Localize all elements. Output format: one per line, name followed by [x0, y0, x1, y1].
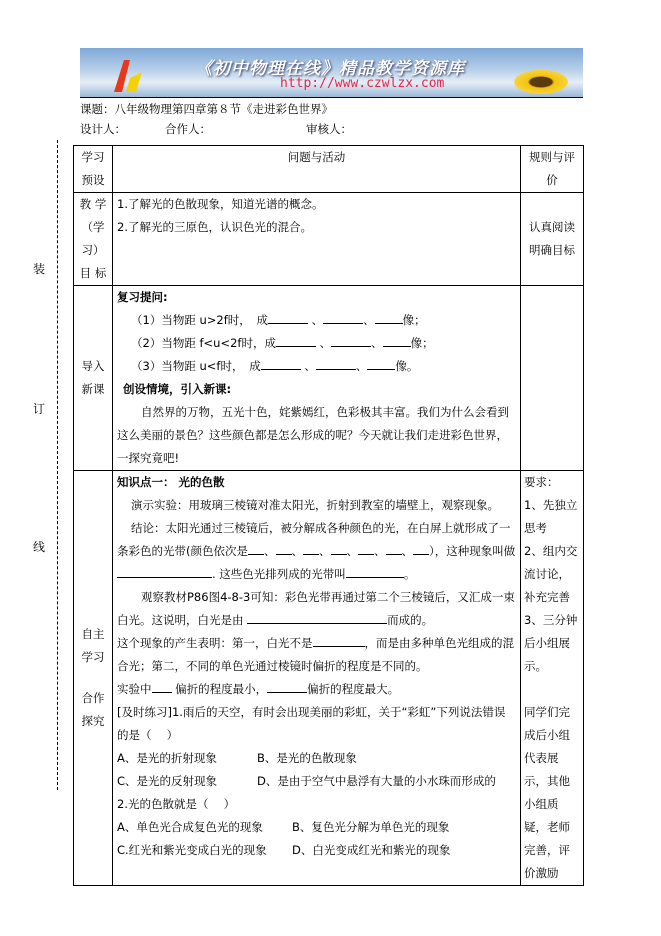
- banner-title: 《初中物理在线》精品教学资源库: [195, 59, 465, 79]
- requirement: 3、三分钟后小组展示。: [524, 613, 578, 673]
- review-q2: （2）当物距 f<u<2f时，成 、 、 像；: [131, 336, 434, 350]
- intro-label: 导入新课: [74, 286, 113, 471]
- lesson-table: [73, 145, 584, 886]
- intro-rule: [521, 286, 584, 471]
- option: B、是光的色散现象: [257, 751, 357, 765]
- exercise-1: [及时练习]1.雨后的天空，有时会出现美丽的彩虹，关于“彩虹”下列说法错误的是（ ）: [117, 705, 506, 742]
- objectives-row: [74, 193, 584, 286]
- review-title: 复习提问:: [117, 290, 168, 304]
- intro-row: [74, 286, 584, 471]
- conclusion-text: 结论：太阳光通过三棱镜后，被分解成各种颜色的光，在白屏上就形成了一条彩色的光带(颜色依次是 、 、 、 、 、 、 ），这种现象叫做. 这些色光排列成的光带叫 。: [117, 521, 516, 581]
- group-rule: 同学们完成后小组代表展示，其他小组质疑，老师完善，评价激励: [524, 705, 570, 880]
- review-q1: （1）当物距 u>2f时， 成 、 、 像；: [131, 313, 426, 327]
- objectives-label: 教 学（学习）目 标: [74, 193, 113, 286]
- main-content: [113, 471, 521, 886]
- main-label: [74, 471, 113, 886]
- exercise-2-options: [117, 816, 516, 839]
- result-text: 这个现象的产生表明：第一，白光不是 ，而是由多种单色光组成的混合光；第二，不同的单色光通过棱镜时偏折的程度是不同的。: [117, 636, 514, 673]
- designer-label: 设计人：: [80, 122, 126, 136]
- exercise-1-options: [117, 770, 516, 793]
- logo-icon: [110, 58, 150, 96]
- option: C.红光和紫光变成白光的现象: [117, 843, 267, 857]
- scene-text: 自然界的万物，五光十色，姹紫嫣红，色彩极其丰富。我们为什么会看到这么美丽的景色？这些颜色都是怎么形成的呢？今天就让我们走进彩色世界，一探究竟吧!: [117, 405, 509, 465]
- option: D、白光变成红光和紫光的现象: [292, 843, 451, 857]
- exercise-1-options: [117, 747, 516, 770]
- option: D、是由于空气中悬浮有大量的小水珠而形成的: [257, 774, 496, 788]
- intro-content: [113, 286, 521, 471]
- binding-char: 订: [33, 402, 46, 416]
- banner: [80, 48, 583, 98]
- objectives-content: [113, 193, 521, 286]
- option: B、复色光分解为单色光的现象: [292, 820, 450, 834]
- banner-url[interactable]: http://www.czwlzx.com: [280, 76, 445, 91]
- header-col3: 规则与评价: [521, 146, 584, 193]
- observation-text: 观察教材P86图4-8-3可知：彩色光带再通过第二个三棱镜后，又汇成一束白光。这说明，白光是由 而成的。: [117, 590, 515, 627]
- requirement: 要求：: [524, 475, 559, 489]
- main-rule: [521, 471, 584, 886]
- requirement: 1、先独立思考: [524, 498, 578, 535]
- binding-char: 装: [33, 262, 46, 276]
- binding-line: [57, 140, 58, 790]
- demo-text: 演示实验：用玻璃三棱镜对准太阳光，折射到教室的墙壁上，观察现象。: [131, 498, 499, 512]
- main-label-2: 合作探究: [81, 691, 105, 728]
- requirement: 2、组内交流讨论，补充完善: [524, 544, 578, 604]
- collaborator-label: 合作人：: [165, 122, 211, 136]
- review-q3: （3）当物距 u<f时， 成 、 、 像。: [131, 359, 419, 373]
- experiment-text: 实验中 偏折的程度最小， 偏折的程度最大。: [117, 682, 400, 696]
- sunflower-image: [510, 68, 572, 96]
- binding-char: 线: [33, 540, 46, 554]
- scene-title: 创设情境，引入新课:: [123, 382, 232, 396]
- objectives-rule: 认真阅读明确目标: [521, 193, 584, 286]
- option: A、单色光合成复色光的现象: [117, 820, 263, 834]
- objective-item: 1.了解光的色散现象，知道光谱的概念。: [117, 197, 324, 211]
- header-col2: 问题与活动: [113, 146, 521, 193]
- reviewer-label: 审核人：: [306, 122, 352, 136]
- main-label-1: 自主学习: [81, 627, 105, 664]
- lesson-topic: 课题：八年级物理第四章第８节《走进彩色世界》: [80, 102, 333, 116]
- header-col1: 学习预设: [74, 146, 113, 193]
- option: A、是光的折射现象: [117, 751, 217, 765]
- objective-item: 2.了解光的三原色，认识色光的混合。: [117, 220, 312, 234]
- table-header-row: [74, 146, 584, 193]
- main-row: [74, 471, 584, 886]
- exercise-2: 2.光的色散就是（ ）: [117, 797, 236, 811]
- knowledge-point-title: 知识点一： 光的色散: [117, 475, 225, 489]
- option: C、是光的反射现象: [117, 774, 218, 788]
- exercise-2-options: [117, 839, 516, 862]
